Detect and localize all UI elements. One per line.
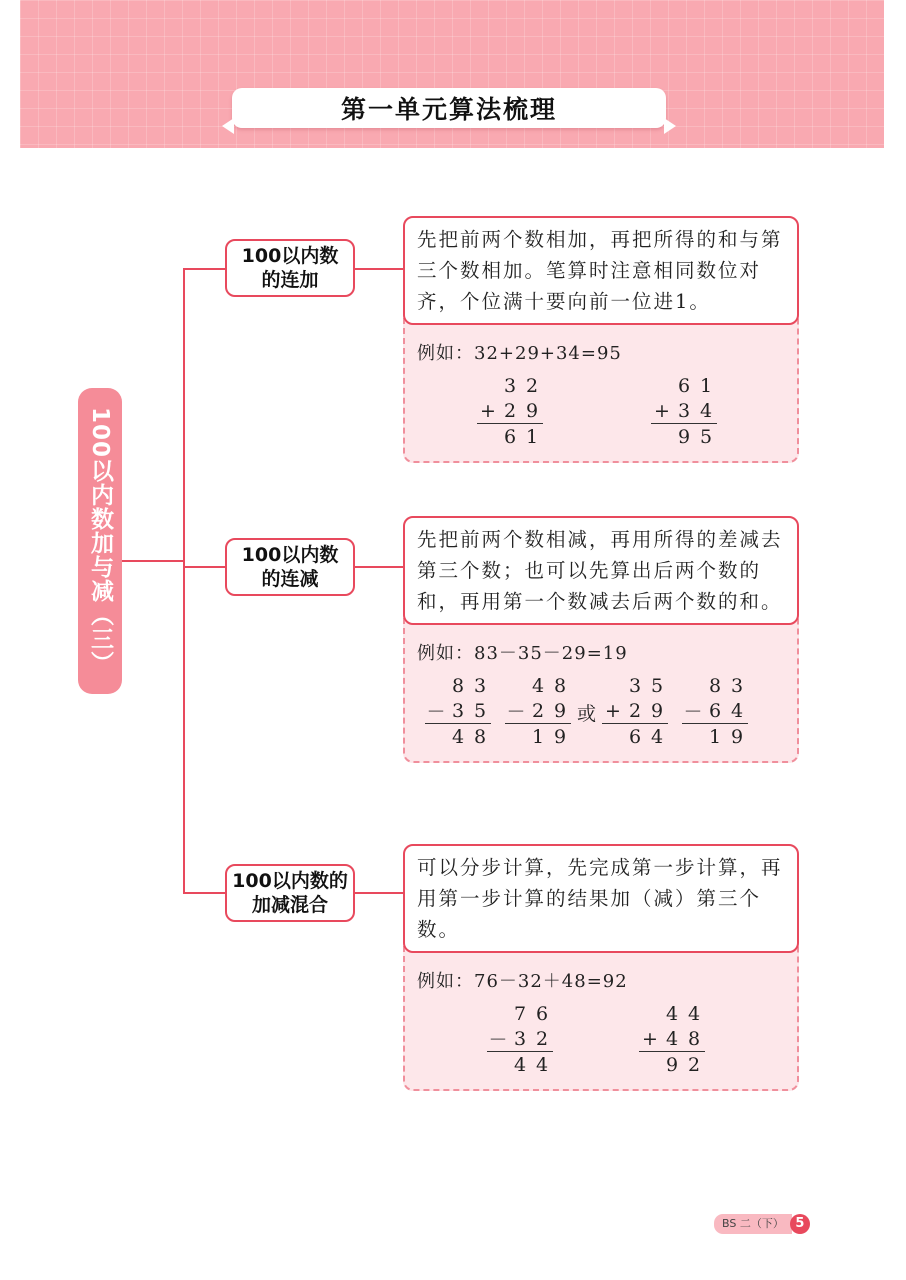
main-topic-label <box>78 388 122 694</box>
vertical-calc: 8 3 － 6 4 1 9 <box>682 673 748 749</box>
topic-mixed-operations: 100以内数的 加减混合 <box>225 864 355 922</box>
connector-topic-1 <box>355 268 403 270</box>
main-topic-paren: （三） <box>87 602 113 675</box>
vertical-calc: 3 2 + 2 9 6 1 <box>477 373 543 449</box>
main-topic-num: 100 <box>87 407 113 459</box>
edition-tag: BS 二（下） <box>714 1214 792 1234</box>
vertical-calc: 7 6 － 3 2 4 4 <box>487 1001 553 1077</box>
connector-main <box>122 560 184 562</box>
description-addition: 先把前两个数相加，再把所得的和与第三个数相加。笔算时注意相同数位对齐，个位满十要向前一位进1。 <box>403 216 799 325</box>
header-band <box>20 0 884 148</box>
page-number: 5 <box>790 1214 810 1234</box>
vertical-calcs <box>417 373 785 449</box>
example-addition <box>403 313 799 463</box>
connector-branch-2 <box>183 566 225 568</box>
page-title-text: 第一单元算法梳理 <box>340 95 557 124</box>
group-mixed <box>403 844 799 1091</box>
vertical-calc: 4 8 － 2 9 1 9 <box>505 673 571 749</box>
connector-trunk <box>183 268 185 892</box>
page-title <box>232 88 666 128</box>
topic-consecutive-addition: 100以内数 的连加 <box>225 239 355 297</box>
group-subtraction <box>403 516 799 763</box>
connector-branch-1 <box>183 268 225 270</box>
vertical-calcs <box>417 1001 785 1077</box>
example-line: 例如：83－35－29=19 <box>417 643 628 664</box>
vertical-calc: 8 3 － 3 5 4 8 <box>425 673 491 749</box>
page-footer <box>714 1214 810 1234</box>
vertical-calc: 4 4 + 4 8 9 2 <box>639 1001 705 1077</box>
example-line: 例如：76－32＋48=92 <box>417 971 628 992</box>
vertical-calc: 6 1 + 3 4 9 5 <box>651 373 717 449</box>
connector-topic-3 <box>355 892 403 894</box>
group-addition <box>403 216 799 463</box>
connector-branch-3 <box>183 892 225 894</box>
description-mixed: 可以分步计算，先完成第一步计算，再用第一步计算的结果加（减）第三个数。 <box>403 844 799 953</box>
example-line: 例如：32+29+34=95 <box>417 343 622 364</box>
vertical-calc: 3 5 + 2 9 6 4 <box>602 673 668 749</box>
vertical-calcs <box>417 673 785 749</box>
description-subtraction: 先把前两个数相减，再用所得的差减去第三个数；也可以先算出后两个数的和，再用第一个数减去后两个数的和。 <box>403 516 799 625</box>
topic-consecutive-subtraction: 100以内数 的连减 <box>225 538 355 596</box>
main-topic-text: 以内数加与减 <box>87 458 113 603</box>
example-subtraction <box>403 613 799 763</box>
connector-topic-2 <box>355 566 403 568</box>
example-mixed <box>403 941 799 1091</box>
or-word: 或 <box>577 703 597 725</box>
